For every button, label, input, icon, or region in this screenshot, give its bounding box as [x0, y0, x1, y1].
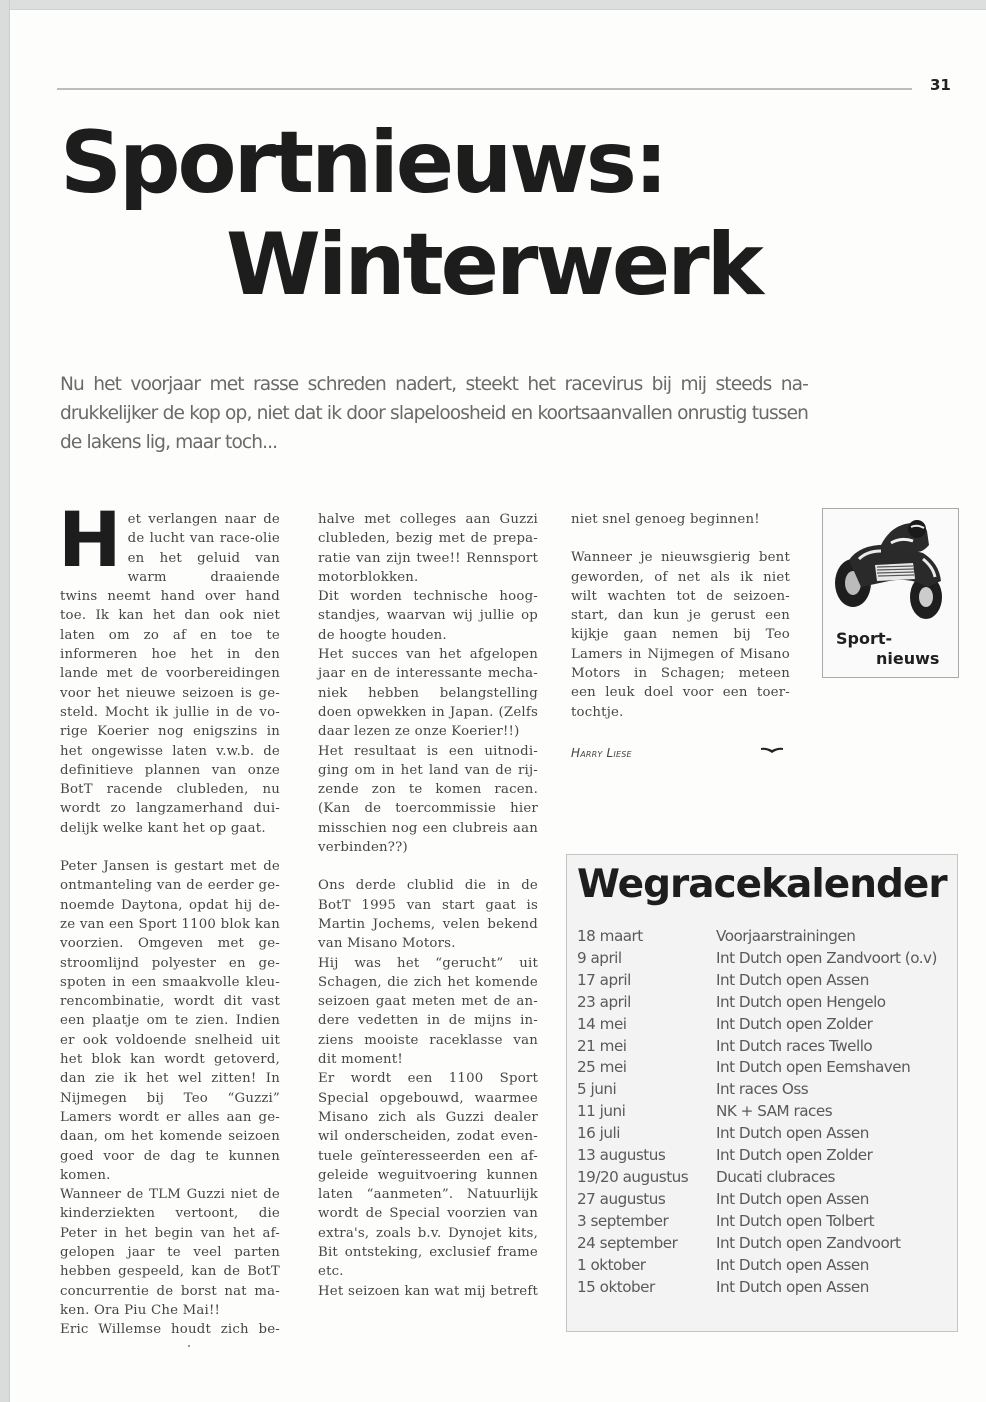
calendar-row	[577, 1277, 957, 1299]
event-name: Int Dutch open Eemshaven	[716, 1058, 911, 1077]
scan-edge-left	[0, 0, 10, 1402]
paragraph-text: et verlangen naar de de lucht van race-olie en het geluid van warm draaiende twins neemt hand over hand toe. Ik kan het dan ook niet laten om zo af en toe te informeren hoe het in den lande met de voorbereidingen voor het nieuwe seizoen is ge-steld. Mocht ik jullie in de vo-rige Koerier nog enigszins in het ongewisse laten v.w.b. de definitieve plannen van onze BotT racende clubleden, nu wordt zo langzamerhand dui-delijk welke kant het op gaat.	[60, 512, 280, 836]
event-date: 16 juli	[577, 1124, 620, 1143]
event-date: 21 mei	[577, 1036, 627, 1055]
calendar-row	[577, 1036, 957, 1058]
event-date: 24 september	[577, 1233, 678, 1252]
logo-label-line-2: nieuws	[876, 649, 940, 668]
event-date: 19/20 augustus	[577, 1167, 689, 1186]
paragraph: Het resultaat is een uitnodi-ging om in het land van de rij-zende zon te komen racen. (Kan de toercommissie hier misschien nog een clubreis aan verbinden??)	[318, 743, 538, 856]
event-name: NK + SAM races	[716, 1102, 833, 1121]
calendar-row	[577, 948, 957, 970]
paragraph: Dit worden technische hoog-standjes, waarvan wij jullie op de hoogte houden.	[318, 589, 538, 643]
event-name: Int Dutch races Twello	[716, 1036, 873, 1055]
paragraph: Wanneer de TLM Guzzi niet de kinderziekten vertoont, die Peter in het begin van het af-gelopen jaar te veel parten hebben gespeeld, kan de BotT concurrentie de borst nat ma-ken. Ora Piu Che Mai!!	[60, 1187, 280, 1318]
paragraph: Er wordt een 1100 Sport Special opgebouwd, waarmee Misano zich als Guzzi dealer wil onderscheiden, zodat even-tuele geïnteresseerden een af-geleide weguitvoering kunnen laten “aanmeten”. Natuurlijk wordt de Special voorzien van extra's, zoals b.v. Dynojet kits, Bit ontsteking, exclusief frame etc.	[318, 1071, 538, 1280]
lead-paragraph: Nu het voorjaar met rasse schreden nadert, steekt het racevirus bij mij steeds na-drukkelijker de kop op, niet dat ik door slapeloosheid en koortsaanvallen onrustig tussen de lakens lig, maar toch...	[60, 374, 808, 453]
paragraph: halve met colleges aan Guzzi clubleden, bezig met de prepa-ratie van zijn twee!! Rennsport motorblokken.	[318, 512, 538, 585]
headline-line-2: Winterwerk	[226, 215, 761, 315]
page-number: 31	[930, 76, 951, 94]
calendar-row	[577, 1014, 957, 1036]
event-name: Int Dutch open Zandvoort	[716, 1233, 901, 1252]
calendar-row	[577, 1211, 957, 1233]
event-date: 23 april	[577, 992, 631, 1011]
calendar-row	[577, 1167, 957, 1189]
event-name: Int Dutch open Hengelo	[716, 992, 886, 1011]
motorcycle-racer-icon	[831, 515, 951, 630]
event-date: 5 juni	[577, 1080, 617, 1099]
calendar-row	[577, 926, 957, 948]
event-name: Int Dutch open Zolder	[716, 1146, 873, 1165]
paragraph: Peter Jansen is gestart met de ontmanteling van de eerder ge-noemde Daytona, opdat hij de-ze van een Sport 1100 blok kan voorzien. Omgeven met ge-stroomlijnd polyester en ge-spoten in een smaakvolle kleu-rencombinatie, wordt dit vast een plaatje om te zien. Indien er ook voldoende snelheid uit het blok kan wordt getoverd, dan zie ik het wel zitten! In Nijmegen bij Teo “Guzzi” Lamers wordt er alles aan ge-daan, om het komende seizoen goed voor de dag te kunnen komen.	[60, 859, 280, 1183]
header-rule	[57, 88, 912, 90]
event-date: 17 april	[577, 970, 631, 989]
paragraph: niet snel genoeg beginnen!	[571, 512, 760, 527]
event-name: Int Dutch open Zolder	[716, 1014, 873, 1033]
event-name: Int Dutch open Assen	[716, 1189, 869, 1208]
calendar-row	[577, 1079, 957, 1101]
scan-edge-top	[0, 0, 986, 10]
calendar-list	[577, 926, 957, 1298]
event-date: 11 juni	[577, 1102, 626, 1121]
calendar-row	[577, 1101, 957, 1123]
calendar-title: Wegracekalender	[577, 862, 947, 907]
calendar-row	[577, 1123, 957, 1145]
event-name: Int races Oss	[716, 1080, 809, 1099]
calendar-row	[577, 992, 957, 1014]
calendar-row	[577, 1057, 957, 1079]
headline-line-1: Sportnieuws:	[60, 113, 666, 213]
event-name: Int Dutch open Zandvoort (o.v)	[716, 948, 937, 967]
event-date: 3 september	[577, 1211, 669, 1230]
event-date: 13 augustus	[577, 1146, 666, 1165]
event-name: Int Dutch open Assen	[716, 1277, 869, 1296]
author-name: Harry Liese	[571, 745, 632, 760]
paragraph: Het seizoen kan wat mij betreft	[318, 1283, 538, 1299]
article-column-2	[318, 510, 538, 1301]
logo-label-line-1: Sport-	[836, 629, 893, 648]
drop-cap: H	[58, 495, 120, 584]
sportnieuws-logo-box	[822, 508, 959, 678]
calendar-row	[577, 1189, 957, 1211]
event-name: Int Dutch open Assen	[716, 1255, 869, 1274]
article-column-3	[571, 510, 790, 763]
author-byline	[571, 744, 790, 763]
event-name: Voorjaarstrainingen	[716, 927, 856, 945]
article-column-1	[58, 495, 280, 1339]
event-date: 15 oktober	[577, 1277, 655, 1296]
paragraph: Het succes van het afgelopen jaar en de interessante mecha-niek hebben belangstelling doen opwekken in Japan. (Zelfs daar lezen ze onze Koerier!!)	[318, 647, 538, 740]
race-calendar-box	[566, 854, 958, 1332]
paragraph	[58, 495, 280, 838]
event-name: Ducati clubraces	[716, 1167, 835, 1186]
event-date: 18 maart	[577, 927, 643, 945]
event-name: Int Dutch open Assen	[716, 970, 869, 989]
calendar-row	[577, 1233, 957, 1255]
calendar-row	[577, 970, 957, 992]
calendar-row	[577, 1145, 957, 1167]
calendar-row	[577, 1255, 957, 1277]
end-of-article-icon	[761, 747, 783, 753]
event-name: Int Dutch open Assen	[716, 1124, 869, 1143]
event-name: Int Dutch open Tolbert	[716, 1211, 875, 1230]
event-date: 14 mei	[577, 1014, 627, 1033]
paragraph: Wanneer je nieuwsgierig bent geworden, of net als ik niet wilt wachten tot de seizoen-start, dan kun je gerust een kijkje gaan nemen bij Teo Lamers in Nijmegen of Misano Motors in Schagen; meteen een leuk doel voor een toer-tochtje.	[571, 550, 790, 720]
paragraph: Ons derde clublid die in de BotT 1995 van start gaat is Martin Jochems, velen bekend van Misano Motors.	[318, 878, 538, 952]
paragraph: Eric Willemse houdt zich be-	[60, 1322, 280, 1338]
event-date: 25 mei	[577, 1058, 627, 1077]
event-date: 9 april	[577, 948, 622, 967]
event-date: 1 oktober	[577, 1255, 646, 1274]
event-date: 27 augustus	[577, 1189, 666, 1208]
paragraph: Hij was het “gerucht” uit Schagen, die zich het komende seizoen gaat meten met de an-dere vedetten in de mijns in-ziens mooiste raceklasse van dit moment!	[318, 955, 538, 1068]
scan-speck	[188, 1345, 190, 1347]
